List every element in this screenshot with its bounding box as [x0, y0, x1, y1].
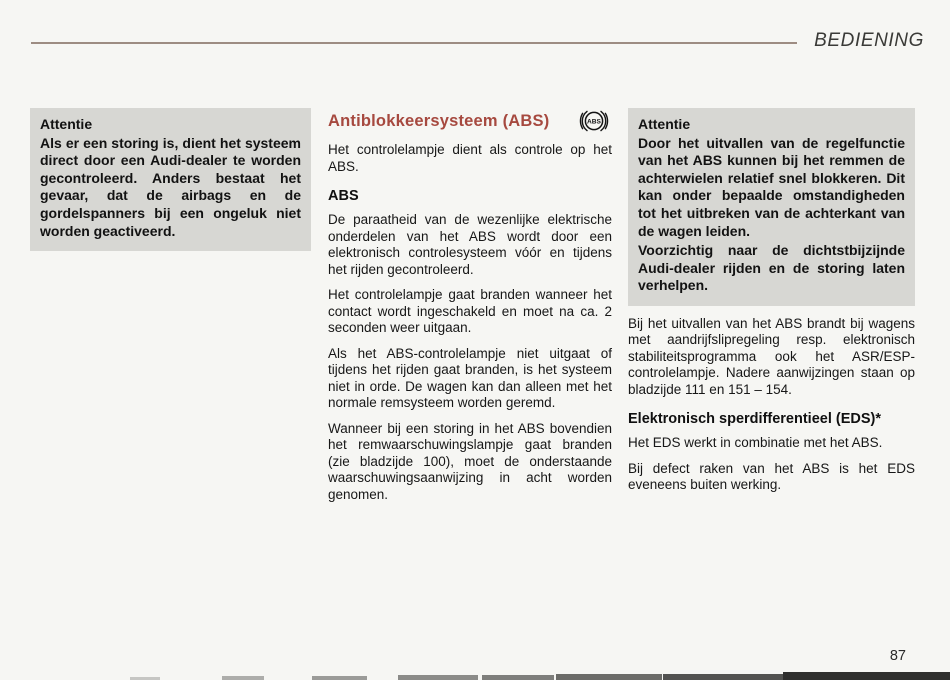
abs-paragraph: Als het ABS-controlelampje niet uitgaat of tijdens het rijden gaat branden, is het systeem niet in orde. De wagen kan dan alleen met het normale remsysteem worden geremd.	[328, 345, 612, 410]
left-column	[30, 108, 311, 251]
abs-section-heading: Antiblokkeersysteem (ABS)	[328, 111, 550, 130]
page-number: 87	[889, 648, 906, 664]
section-title: BEDIENING	[814, 30, 924, 51]
abs-subheading: ABS	[328, 188, 359, 204]
eds-paragraph: Het EDS werkt in combinatie met het ABS.	[628, 435, 883, 451]
eds-paragraph: Bij defect raken van het ABS is het EDS eveneens buiten werking.	[628, 460, 915, 493]
header-rule	[31, 42, 797, 44]
abs-paragraph: De paraatheid van de wezenlijke elektrische onderdelen van het ABS wordt door een elektronisch controlesysteem vóór en tijdens het rijden gecontroleerd.	[328, 212, 612, 277]
abs-heading-row	[328, 108, 612, 134]
middle-column	[328, 108, 612, 512]
warning-box-text: Als er een storing is, dient het systeem direct door een Audi-dealer te worden gecontroleerd. Anders bestaat het gevaar, dat de airbags en de gordelspanners bij een ongeluk niet worden geactiveerd.	[40, 134, 301, 239]
eds-subheading: Elektronisch sperdifferentieel (EDS)*	[628, 411, 882, 428]
abs-intro-paragraph: Het controlelampje dient als controle op het ABS.	[328, 142, 612, 174]
abs-warning-lamp-icon	[576, 108, 612, 134]
warning-box-text: Door het uitvallen van de regelfunctie van het ABS kunnen bij het remmen de achterwielen relatief snel blokkeren. Dit kan onder bepaalde omstandigheden tot het uitbreken van de achterkant van de wagen leiden.	[638, 134, 905, 239]
warning-box-title: Attentie	[40, 116, 93, 132]
asr-esp-paragraph: Bij het uitvallen van het ABS brandt bij wagens met aandrijfslipregeling resp. elektronisch stabiliteitsprogramma ook het ASR/ESP-controlelampje. Nadere aanwijzingen staan op bladzijde 111 en 151 – 154.	[628, 315, 915, 397]
abs-paragraph: Het controlelampje gaat branden wanneer het contact wordt ingeschakeld en moet na ca. 2 seconden weer uitgaan.	[328, 287, 612, 335]
warning-box-title: Attentie	[638, 116, 691, 132]
abs-paragraph: Wanneer bij een storing in het ABS bovendien het remwaarschuwingslampje gaat branden (zie bladzijde 100), moet de onderstaande waarschuwingsaanwijzing in acht worden genomen.	[328, 420, 612, 502]
warning-box-text: Voorzichtig naar de dichtstbijzijnde Audi-dealer rijden en de storing laten verhelpen.	[638, 242, 905, 294]
right-column	[628, 108, 915, 503]
warning-box-abs-failure	[628, 108, 915, 306]
warning-box-airbag	[30, 108, 311, 251]
abs-icon-label: ABS	[587, 118, 601, 126]
